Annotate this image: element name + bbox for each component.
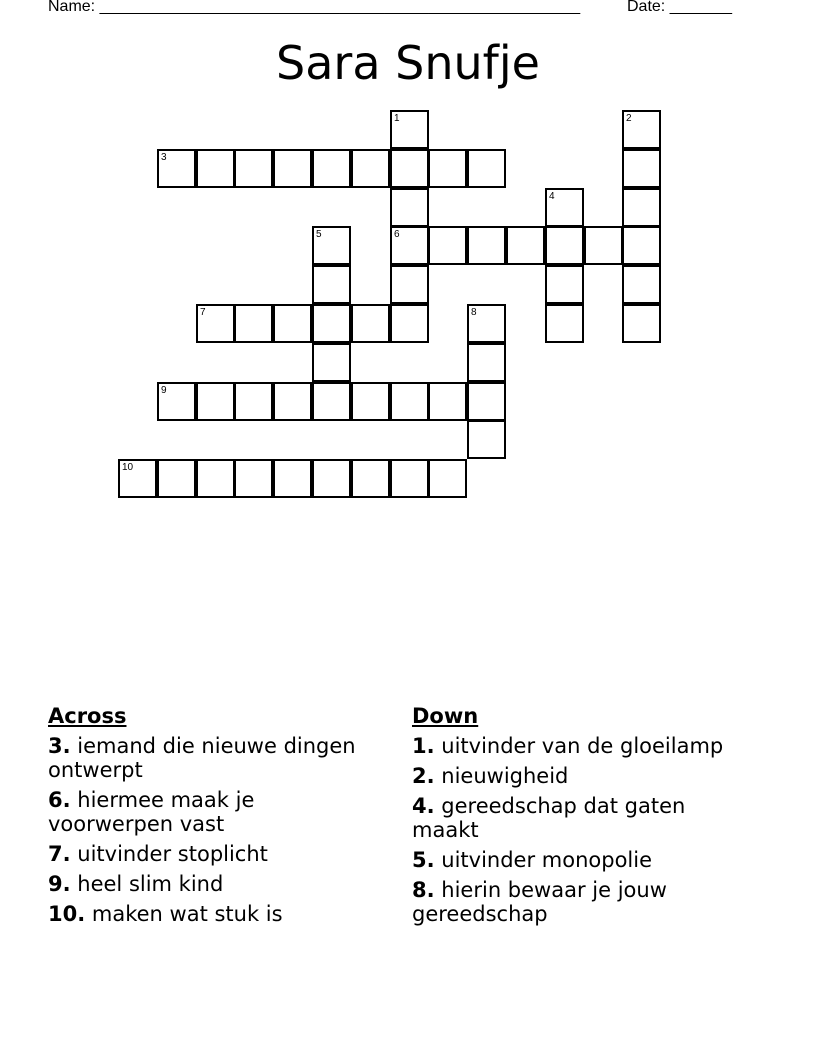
crossword-cell[interactable] (312, 265, 351, 304)
clue-number: 10 (122, 462, 134, 473)
crossword-cell[interactable] (428, 459, 467, 498)
clue-number: 1 (394, 113, 400, 124)
clue-number: 8 (471, 307, 477, 318)
crossword-cell[interactable] (196, 459, 235, 498)
clue-number: 9 (161, 385, 167, 396)
crossword-cell[interactable] (467, 382, 506, 421)
crossword-cell[interactable] (273, 149, 312, 188)
crossword-cell[interactable] (467, 343, 506, 382)
crossword-cell[interactable] (545, 265, 584, 304)
crossword-cell[interactable] (234, 382, 273, 421)
crossword-cell[interactable] (622, 149, 661, 188)
crossword-cell[interactable] (351, 149, 390, 188)
crossword-cell[interactable] (467, 304, 506, 343)
clue-number: 4 (549, 191, 555, 202)
crossword-grid (0, 0, 816, 520)
crossword-cell[interactable] (196, 304, 235, 343)
puzzle-title: Sara Snufje (276, 36, 540, 90)
clue-across-6: 6. hiermee maak je voorwerpen vast (48, 788, 255, 836)
crossword-cell[interactable] (351, 382, 390, 421)
date-line: Date: _______ (627, 0, 732, 15)
crossword-cell[interactable] (622, 304, 661, 343)
crossword-cell[interactable] (312, 459, 351, 498)
crossword-cell[interactable] (584, 226, 623, 265)
clue-down-5: 5. uitvinder monopolie (412, 848, 653, 872)
clue-down-8: 8. hierin bewaar je jouw gereedschap (412, 878, 667, 926)
crossword-cell[interactable] (428, 382, 467, 421)
crossword-cell[interactable] (157, 459, 196, 498)
crossword-cell[interactable] (312, 226, 351, 265)
crossword-cell[interactable] (545, 188, 584, 227)
crossword-cell[interactable] (428, 149, 467, 188)
down-clues (412, 704, 742, 932)
name-line: Name: ______________________________________________________ (48, 0, 581, 15)
across-clues (48, 704, 378, 932)
crossword-cell[interactable] (390, 265, 429, 304)
crossword-cell[interactable] (390, 149, 429, 188)
crossword-cell[interactable] (234, 149, 273, 188)
crossword-cell[interactable] (390, 459, 429, 498)
crossword-cell[interactable] (196, 149, 235, 188)
crossword-cell[interactable] (312, 382, 351, 421)
crossword-cell[interactable] (622, 188, 661, 227)
crossword-cell[interactable] (273, 382, 312, 421)
crossword-cell[interactable] (545, 304, 584, 343)
clue-number: 2 (626, 113, 632, 124)
crossword-cell[interactable] (234, 459, 273, 498)
crossword-cell[interactable] (351, 459, 390, 498)
crossword-cell[interactable] (157, 382, 196, 421)
crossword-cell[interactable] (234, 304, 273, 343)
crossword-cell[interactable] (273, 304, 312, 343)
clue-across-3: 3. iemand die nieuwe dingen ontwerpt (48, 734, 356, 782)
clue-down-1: 1. uitvinder van de gloeilamp (412, 734, 724, 758)
crossword-cell[interactable] (312, 149, 351, 188)
crossword-cell[interactable] (390, 226, 429, 265)
crossword-cell[interactable] (506, 226, 545, 265)
crossword-cell[interactable] (545, 226, 584, 265)
clue-down-2: 2. nieuwigheid (412, 764, 569, 788)
crossword-cell[interactable] (351, 304, 390, 343)
clue-across-9: 9. heel slim kind (48, 872, 224, 896)
crossword-cell[interactable] (390, 110, 429, 149)
crossword-cell[interactable] (622, 226, 661, 265)
clue-number: 3 (161, 152, 167, 163)
crossword-cell[interactable] (118, 459, 157, 498)
crossword-cell[interactable] (467, 226, 506, 265)
clue-across-7: 7. uitvinder stoplicht (48, 842, 268, 866)
across-heading: Across (48, 704, 127, 728)
clue-number: 7 (200, 307, 206, 318)
crossword-cell[interactable] (312, 343, 351, 382)
crossword-cell[interactable] (390, 382, 429, 421)
crossword-cell[interactable] (622, 265, 661, 304)
crossword-cell[interactable] (196, 382, 235, 421)
crossword-cell[interactable] (312, 304, 351, 343)
crossword-cell[interactable] (428, 226, 467, 265)
crossword-cell[interactable] (622, 110, 661, 149)
crossword-cell[interactable] (390, 188, 429, 227)
crossword-cell[interactable] (157, 149, 196, 188)
down-heading: Down (412, 704, 479, 728)
crossword-cell[interactable] (273, 459, 312, 498)
crossword-cell[interactable] (467, 420, 506, 459)
clue-down-4: 4. gereedschap dat gaten maakt (412, 794, 686, 842)
clue-number: 6 (394, 229, 400, 240)
crossword-cell[interactable] (390, 304, 429, 343)
crossword-cell[interactable] (467, 149, 506, 188)
clue-number: 5 (316, 229, 322, 240)
clue-across-10: 10. maken wat stuk is (48, 902, 283, 926)
